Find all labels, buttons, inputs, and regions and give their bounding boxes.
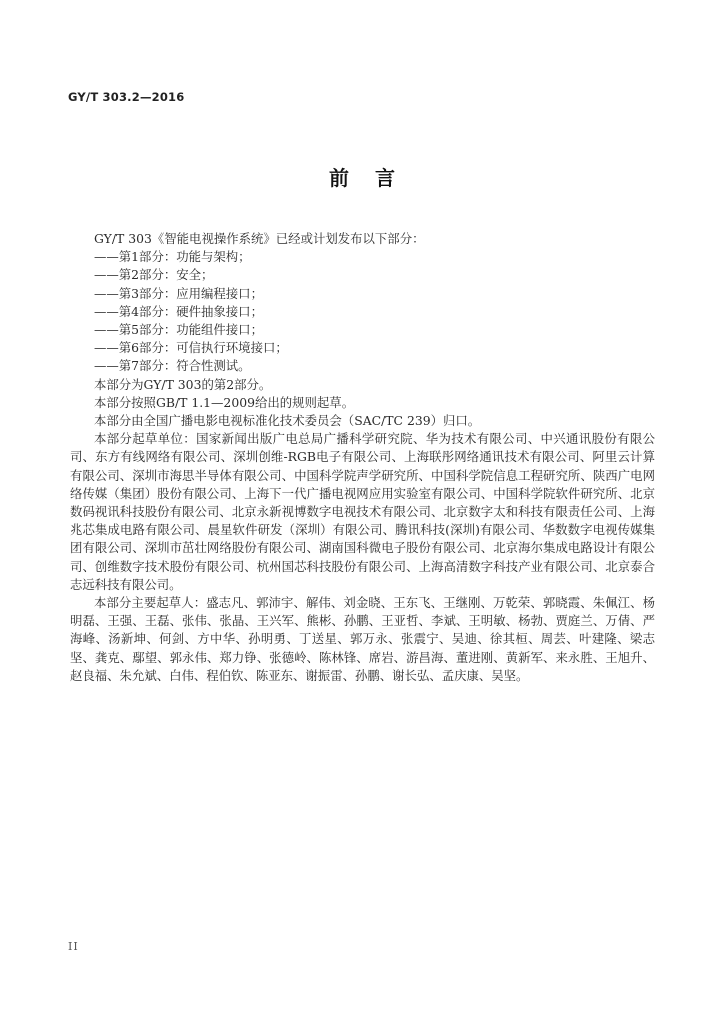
page-title: 前言 <box>329 166 421 190</box>
list-item: ——第2部分：安全； <box>94 267 214 283</box>
drafters-paragraph: 本部分主要起草人：盛志凡、郭沛宇、解伟、刘金晓、王东飞、王继刚、万乾荣、郭晓霞、朱佩江、杨明磊、王强、王磊、张伟、张晶、王兴军、熊彬、孙鹏、王亚哲、李斌、王明敏、杨勃、贾庭兰、万倩、严海峰、汤新坤、何剑、方中华、孙明勇、丁送星、郭万永、张震宁、吴迪、徐其桓、周芸、叶建隆、梁志坚、龚克、鄢望、郭永伟、郑力铮、张德岭、陈林锋、席岩、游昌海、董进刚、黄新军、来永胜、王旭升、赵良福、朱允斌、白伟、程伯钦、陈亚东、谢振雷、孙鹏、谢长弘、孟庆康、吴坚。 <box>70 595 655 683</box>
standard-code: GY/T 303.2—2016 <box>68 90 185 104</box>
list-item: ——第7部分：符合性测试。 <box>94 358 251 374</box>
list-item: ——第3部分：应用编程接口； <box>94 285 263 301</box>
part-statement: 本部分为GY/T 303的第2部分。 <box>94 376 272 392</box>
drafting-rule: 本部分按照GB/T 1.1—2009给出的规则起草。 <box>94 394 355 410</box>
intro-paragraph: GY/T 303《智能电视操作系统》已经或计划发布以下部分： <box>94 231 425 246</box>
list-item: ——第4部分：硬件抽象接口； <box>94 303 263 319</box>
list-item: ——第1部分：功能与架构； <box>94 249 251 265</box>
foreword-body <box>70 230 655 685</box>
list-item: ——第5部分：功能组件接口； <box>94 322 263 338</box>
list-item: ——第6部分：可信执行环境接口； <box>94 340 288 356</box>
drafting-units-paragraph: 本部分起草单位：国家新闻出版广电总局广播科学研究院、华为技术有限公司、中兴通讯股份有限公司、东方有线网络有限公司、深圳创维-RGB电子有限公司、上海联彤网络通讯技术有限公司、阿里云计算有限公司、深圳市海思半导体有限公司、中国科学院声学研究所、中国科学院信息工程研究所、陕西广电网络传媒（集团）股份有限公司、上海下一代广播电视网应用实验室有限公司、中国科学院软件研究所、北京数码视讯科技股份有限公司、北京永新视博数字电视技术有限公司、北京数字太和科技有限责任公司、上海兆芯集成电路有限公司、晨星软件研发（深圳）有限公司、腾讯科技(深圳)有限公司、华数数字电视传媒集团有限公司、深圳市茁壮网络股份有限公司、湖南国科微电子股份有限公司、北京海尔集成电路设计有限公司、创维数字技术股份有限公司、杭州国芯科技股份有限公司、上海高清数字科技产业有限公司、北京泰合志远科技有限公司。 <box>70 431 655 592</box>
committee-statement: 本部分由全国广播电影电视标准化技术委员会（SAC/TC 239）归口。 <box>94 413 481 429</box>
page-number: II <box>68 940 79 953</box>
